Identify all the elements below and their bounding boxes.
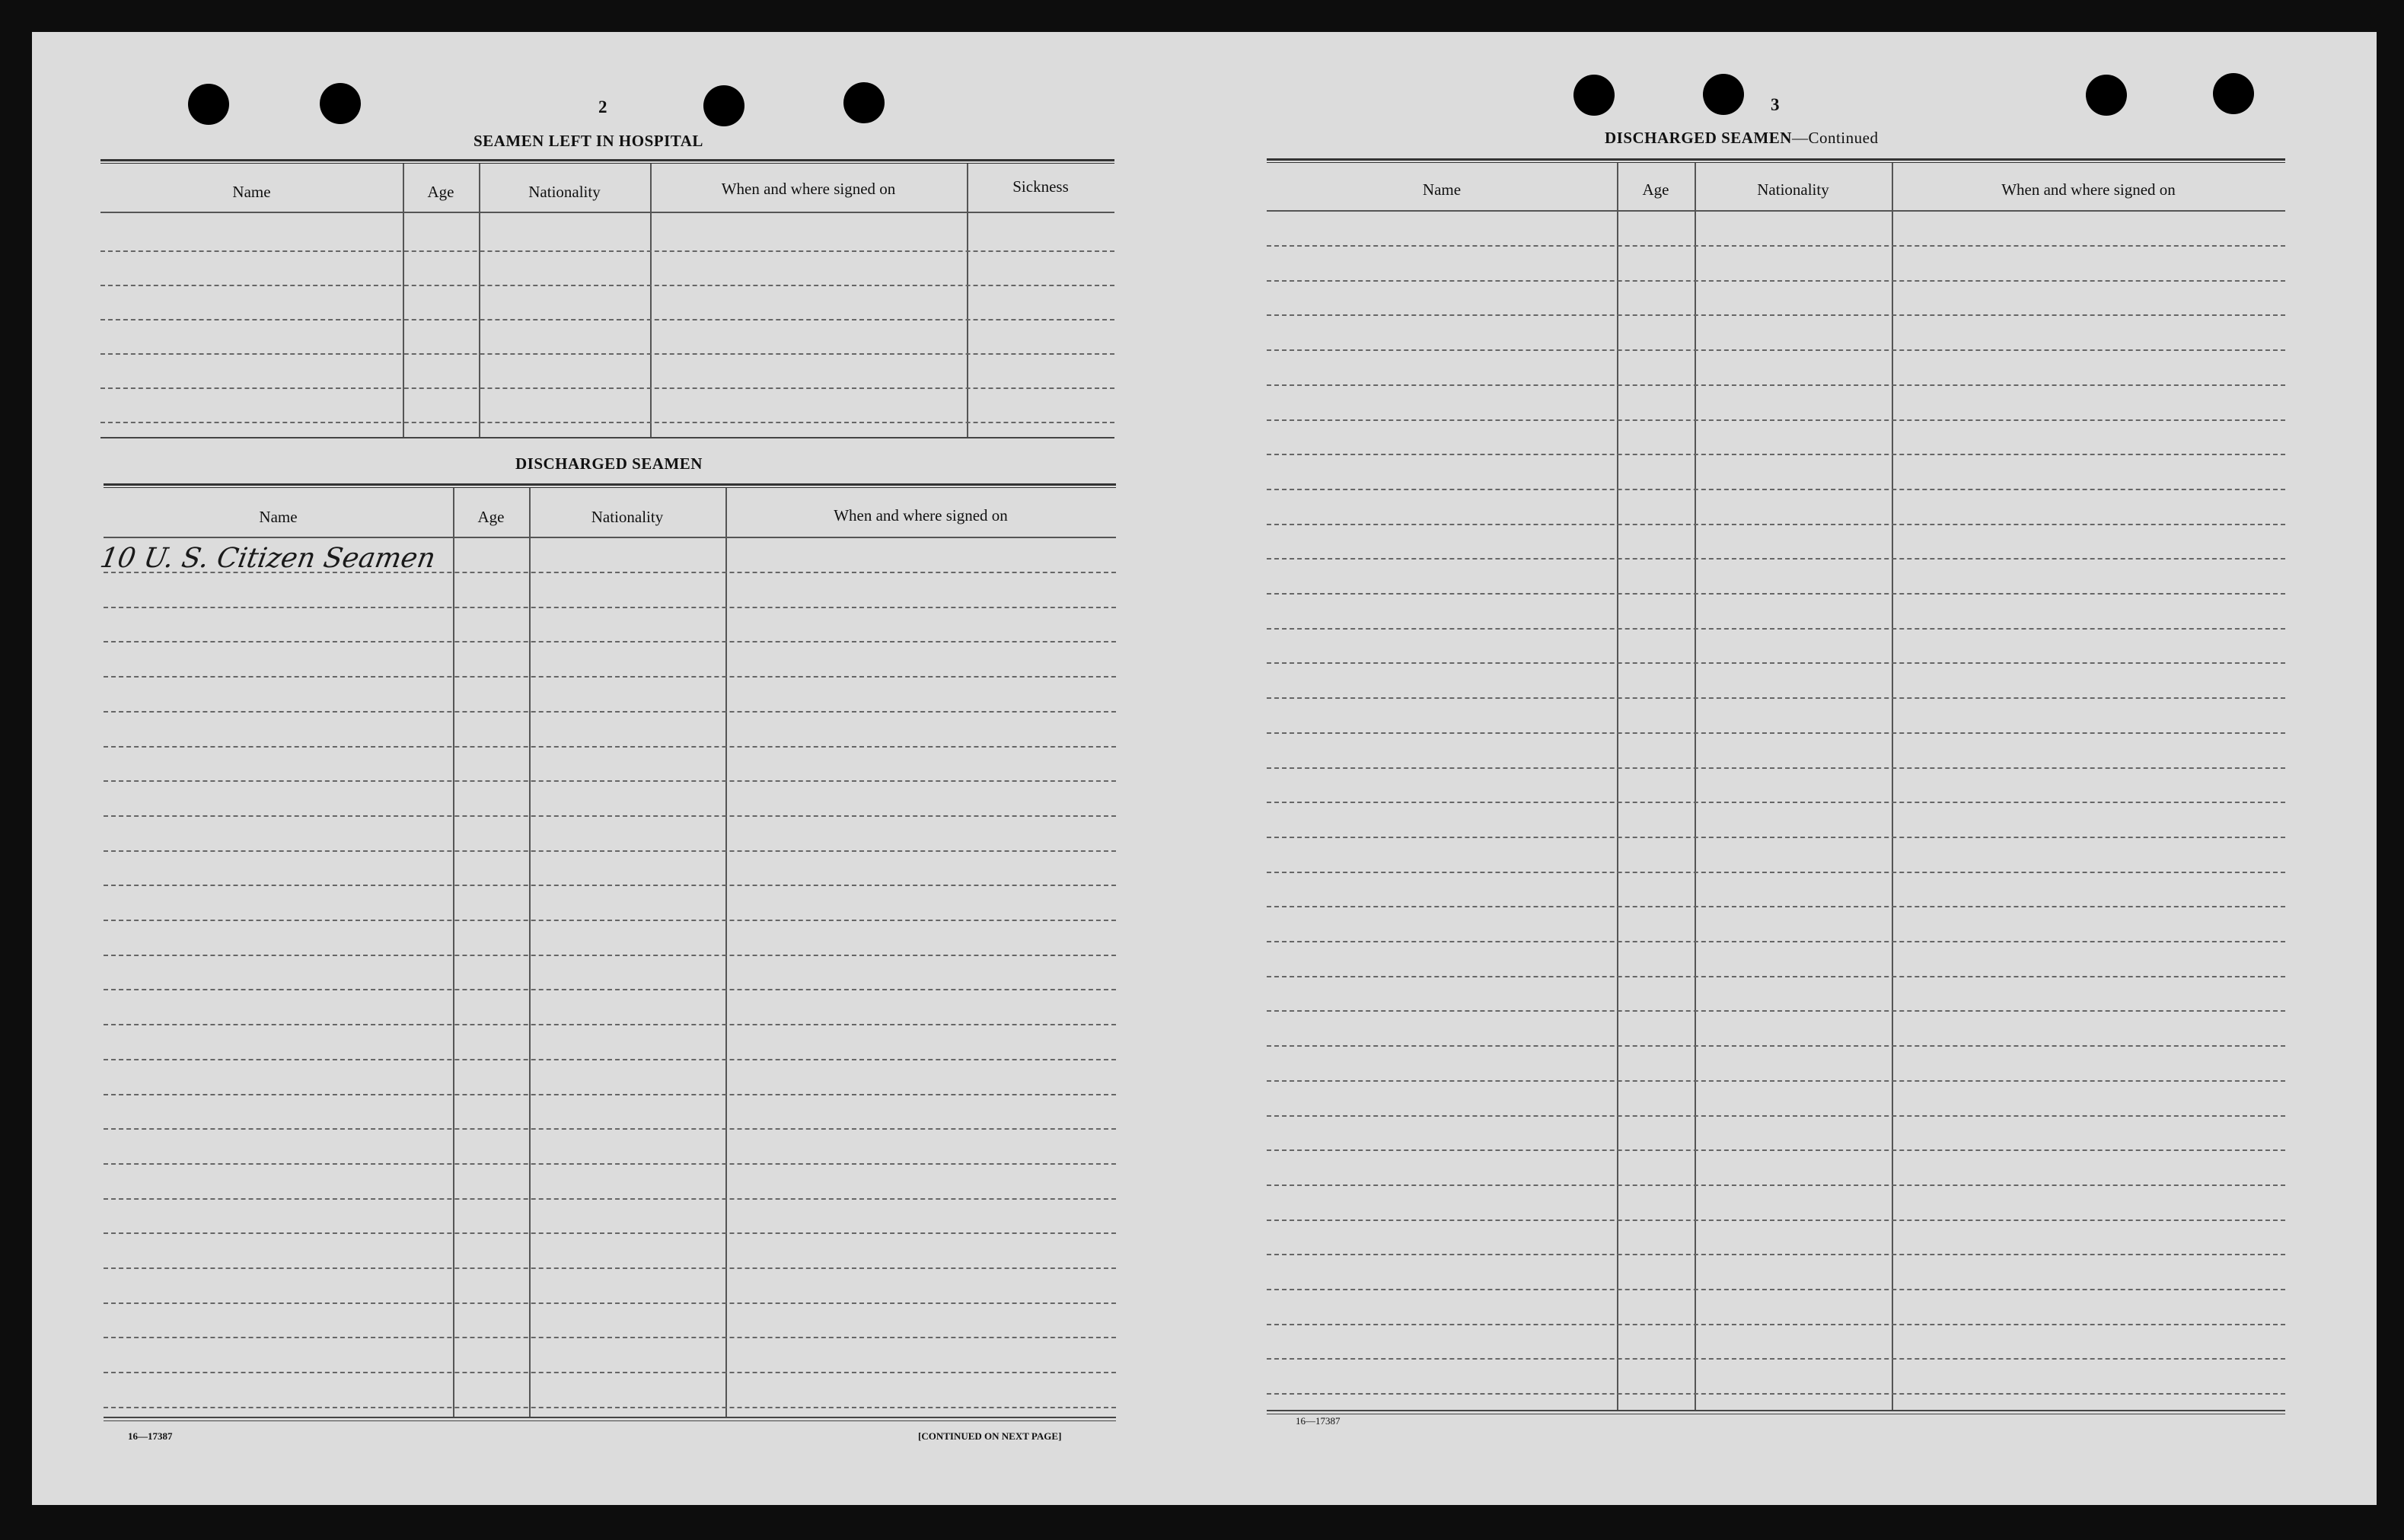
page-number: 2 [598,97,607,116]
ledger-row-line [104,607,1116,608]
ledger-row-line [104,1059,1116,1060]
ledger-row-line [104,955,1116,956]
ledger-row-line [1267,245,2285,247]
column-header-age: Age [477,508,505,526]
column-header-when-where: When and where signed on [2001,180,2176,199]
ledger-row-line [1267,1045,2285,1047]
ledger-row-line [1267,558,2285,560]
ledger-row-line [104,780,1116,782]
column-header-nationality: Nationality [528,183,601,201]
page-number: 3 [1771,95,1780,114]
discharged-table-right [1267,158,2285,1445]
ledger-row-line [104,850,1116,852]
ledger-row-line [1267,1010,2285,1012]
ledger-row-line [1267,489,2285,490]
ledger-row-line [1267,976,2285,977]
form-number: 16—17387 [1296,1415,1341,1427]
ledger-row-line [1267,1393,2285,1395]
ledger-row-line [1267,1080,2285,1082]
column-header-nationality: Nationality [591,508,664,526]
ledger-row-line [1267,628,2285,630]
ledger-row-line [104,1198,1116,1200]
column-header-age: Age [1642,180,1669,199]
ledger-row-line [1267,732,2285,734]
ledger-row-line [1267,524,2285,525]
ledger-row-line [104,711,1116,713]
ledger-row-line [1267,454,2285,455]
ledger-row-line [1267,1289,2285,1290]
discharged-title-text: DISCHARGED SEAMEN [1605,129,1792,147]
ledger-row-line [1267,1184,2285,1186]
ledger-row-line [1267,1149,2285,1151]
ledger-row-line [1267,906,2285,907]
ledger-row-line [104,641,1116,642]
ledger-row-line [1267,314,2285,316]
punch-hole [188,84,229,125]
ledger-row-line [1267,419,2285,421]
column-header-name: Name [232,183,271,201]
punch-hole [1703,74,1744,115]
ledger-row-line [1267,1254,2285,1255]
ledger-row-line [104,1128,1116,1130]
form-number: 16—17387 [128,1430,173,1442]
ledger-row-line [1267,1115,2285,1117]
ledger-row-line [1267,837,2285,838]
punch-hole [1573,75,1615,116]
ledger-row-line [1267,872,2285,873]
column-header-sickness: Sickness [1012,177,1069,196]
ledger-row-line [104,989,1116,990]
column-header-age: Age [427,183,454,201]
punch-hole [703,85,744,126]
punch-hole [320,83,361,124]
ledger-row-line [1267,384,2285,386]
ledger-row-line [104,746,1116,748]
column-header-nationality: Nationality [1757,180,1829,199]
ledger-row-line [104,1337,1116,1338]
continued-suffix: —Continued [1791,129,1879,147]
ledger-row-line [104,1024,1116,1025]
ledger-row-line [104,920,1116,921]
ledger-row-line [104,885,1116,886]
handwritten-entry: 10 U. S. Citizen Seamen [97,543,438,574]
discharged-section-title: DISCHARGED SEAMEN [515,454,703,473]
hospital-table [100,159,1114,471]
ledger-row-line [1267,662,2285,664]
ledger-row-line [104,676,1116,678]
ledger-sheet [32,32,2377,1505]
ledger-row-line [104,1232,1116,1234]
ledger-row-line [1267,593,2285,595]
discharged-table-left [97,483,1116,1458]
ledger-row-line [1267,802,2285,803]
column-header-name: Name [1422,180,1462,199]
punch-hole [2213,73,2254,114]
discharged-continued-title [1605,129,1878,148]
ledger-row-line [104,1407,1116,1408]
column-header-when-where: When and where signed on [834,506,1008,524]
ledger-row-line [104,1372,1116,1373]
column-header-when-where: When and where signed on [721,180,896,198]
hospital-section-title: SEAMEN LEFT IN HOSPITAL [473,132,703,150]
ledger-row-line [1267,697,2285,699]
ledger-row-line [1267,941,2285,942]
ledger-row-line [1267,1324,2285,1325]
ledger-row-line [1267,349,2285,351]
column-header-name: Name [259,508,298,526]
ledger-row-line [1267,767,2285,769]
ledger-row-line [1267,1358,2285,1360]
punch-hole [843,82,885,123]
ledger-row-line [104,1267,1116,1269]
continued-note: [CONTINUED ON NEXT PAGE] [918,1430,1062,1442]
ledger-row-line [104,1302,1116,1304]
ledger-row-line [104,815,1116,817]
ledger-row-line [1267,1220,2285,1221]
ledger-row-line [104,1094,1116,1095]
punch-hole [2086,75,2127,116]
ledger-row-line [104,1163,1116,1165]
ledger-row-line [1267,280,2285,282]
